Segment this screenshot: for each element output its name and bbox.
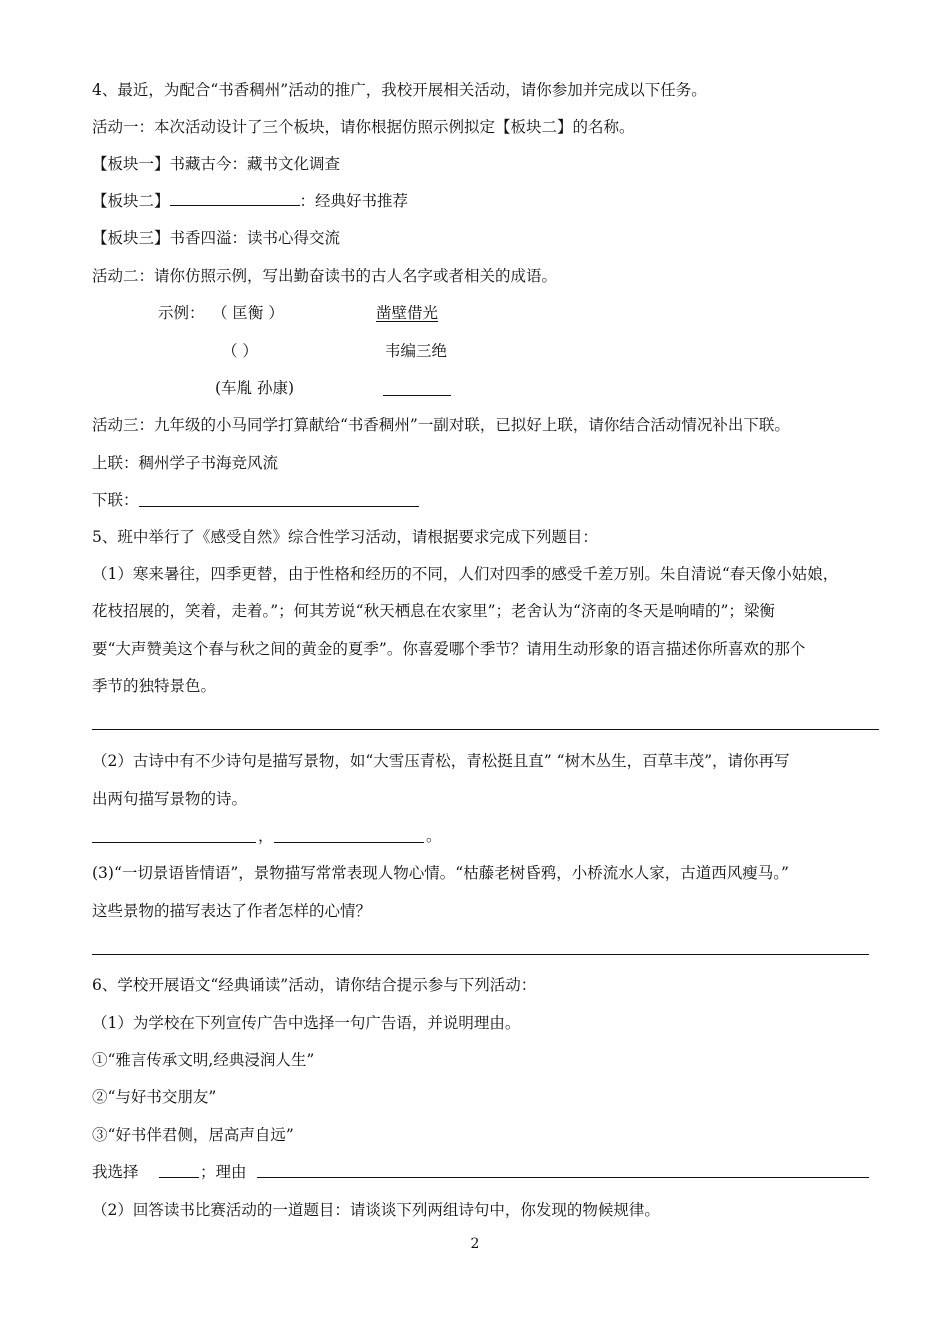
q4-activity-two: 活动二：请你仿照示例，写出勤奋读书的古人名字或者相关的成语。 — [92, 267, 558, 285]
page-number: 2 — [470, 1236, 480, 1252]
q5-part1-line4: 季节的独特景色。 — [92, 677, 217, 695]
q5-part2-line1: （2）古诗中有不少诗句是描写景物，如“大雪压青松，青松挺且直” “树木丛生，百草丰茂”，请你再写 — [92, 752, 790, 770]
choose-label: 我选择 — [92, 1163, 139, 1181]
q6-part1: （1）为学校在下列宣传广告中选择一句广告语，并说明理由。 — [92, 1014, 521, 1032]
slogan-option-2: ②“与好书交朋友” — [92, 1088, 217, 1106]
q5-part1-line2: 花枝招展的，笑着，走着。”；何其芳说“秋天栖息在农家里”；老舍认为“济南的冬天是响晴的”；梁衡 — [92, 602, 775, 620]
poem-comma: ， — [258, 827, 274, 845]
reason-blank-thin-2[interactable] — [527, 1177, 812, 1178]
q4-activity-one: 活动一：本次活动设计了三个板块，请你根据仿照示例拟定【板块二】的名称。 — [92, 118, 635, 136]
block-two-suffix: ：经典好书推荐 — [299, 192, 409, 210]
reason-blank[interactable] — [331, 1177, 527, 1178]
q5-part1-answer-line[interactable] — [92, 729, 879, 730]
row-two-name-blank[interactable]: （ ） — [222, 342, 258, 360]
q5-part1-line1: （1）寒来暑往，四季更替，由于性格和经历的不同，人们对四季的感受千差万别。朱自清说“春天像小姑娘， — [92, 565, 839, 583]
block-two-prefix: 【板块二】 — [92, 192, 170, 210]
poem-answer-blank-1[interactable] — [92, 842, 256, 843]
example-idiom: 凿壁借光 — [376, 304, 439, 322]
q4-block-two — [92, 191, 408, 211]
slogan-option-3: ③“好书伴君侧，居高声自远” — [92, 1126, 294, 1144]
reason-blank-end[interactable] — [812, 1177, 869, 1178]
poem-period: 。 — [426, 827, 442, 845]
q5-part3-answer-line[interactable] — [92, 954, 869, 955]
q5-part1-line3: 要“大声赞美这个春与秋之间的黄金的夏季”。你喜爱哪个季节？请用生动形象的语言描述你所喜欢的那个 — [92, 640, 806, 658]
q4-intro: 4、最近，为配合“书香稠州”活动的推广，我校开展相关活动，请你参加并完成以下任务。 — [92, 81, 707, 99]
row-two-idiom: 韦编三绝 — [385, 342, 448, 360]
couplet-lower-label: 下联： — [92, 491, 139, 509]
couplet-upper: 上联：稠州学子书海竞风流 — [92, 454, 279, 472]
row-three-names: (车胤 孙康) — [215, 379, 295, 397]
example-name: （ 匡衡 ） — [212, 304, 284, 322]
couplet-lower-blank[interactable] — [139, 506, 419, 507]
q5-intro: 5、班中举行了《感受自然》综合性学习活动，请根据要求完成下列题目： — [92, 528, 598, 546]
q6-intro: 6、学校开展语文“经典诵读”活动，请你结合提示参与下列活动： — [92, 976, 537, 994]
reason-label: ；理由 — [200, 1163, 247, 1181]
slogan-option-1: ①“雅言传承文明,经典浸润人生” — [92, 1051, 315, 1069]
q5-part3-line1: (3)“一切景语皆情语”，景物描写常常表现人物心情。“枯藤老树昏鸦，小桥流水人家，古道西风瘦马。” — [92, 864, 789, 882]
q4-block-one: 【板块一】书藏古今：藏书文化调查 — [92, 155, 341, 173]
q5-part2-line2: 出两句描写景物的诗。 — [92, 790, 248, 808]
block-two-answer-blank[interactable] — [170, 191, 300, 206]
row-three-idiom-blank[interactable] — [383, 395, 451, 396]
q4-activity-three: 活动三：九年级的小马同学打算献给“书香稠州”一副对联，已拟好上联，请你结合活动情况补出下联。 — [92, 416, 790, 434]
q5-part3-line2: 这些景物的描写表达了作者怎样的心情？ — [92, 902, 372, 920]
choice-blank[interactable] — [159, 1177, 199, 1178]
q6-part2: （2）回答读书比赛活动的一道题目：请谈谈下列两组诗句中，你发现的物候规律。 — [92, 1201, 660, 1219]
q4-block-three: 【板块三】书香四溢：读书心得交流 — [92, 229, 341, 247]
example-label: 示例： — [158, 304, 205, 322]
poem-answer-blank-2[interactable] — [274, 842, 424, 843]
